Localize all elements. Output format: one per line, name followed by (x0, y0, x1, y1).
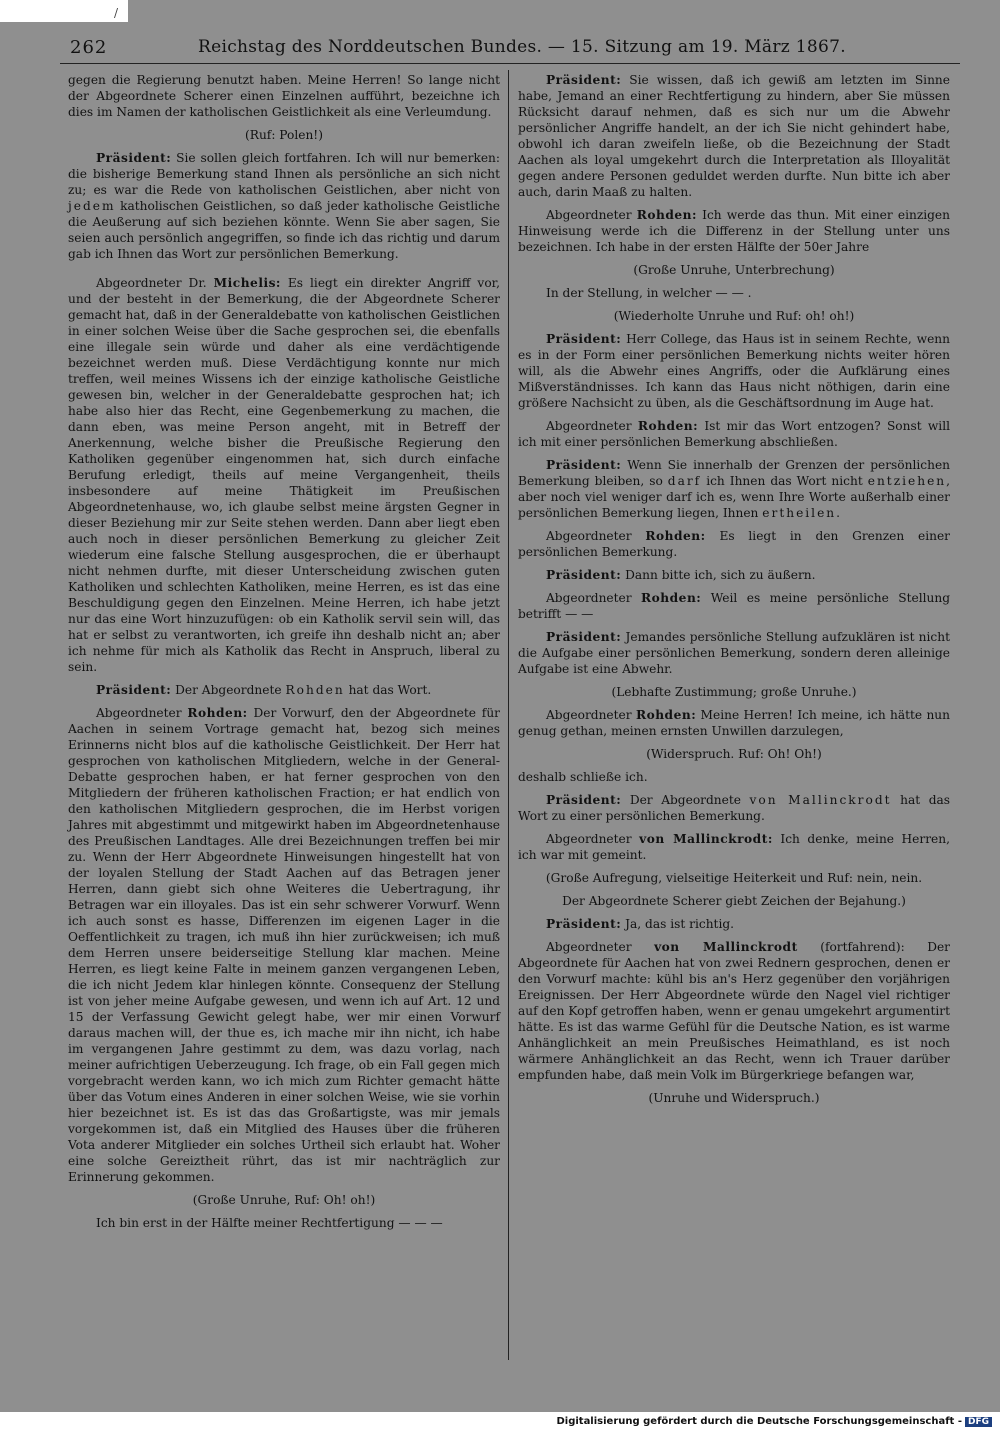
interjection: (Lebhafte Zustimmung; große Unruhe.) (611, 685, 857, 699)
paragraph: Abgeordneter Rohden: Es liegt in den Grenzen einer persönlichen Bemerkung. (518, 529, 950, 559)
speaker-name: von Mallinckrodt: (639, 832, 773, 846)
interjection: (Große Unruhe, Ruf: Oh! oh!) (192, 1193, 376, 1207)
paragraph: gegen die Regierung benutzt haben. Meine Herren! So lange nicht der Abgeordnete Scherer einen Einzelnen aufführt, bezeichne ich dies im Namen der katholischen Geistlichkeit als eine Verleumdung. (68, 73, 500, 119)
interjection: (Große Unruhe, Unterbrechung) (633, 263, 835, 277)
page-number: 262 (70, 37, 108, 58)
paragraph: Präsident: Jemandes persönliche Stellung aufzuklären ist nicht die Aufgabe einer persönlichen Bemerkung, sondern deren alleinige Aufgabe ist eine Abwehr. (518, 630, 950, 676)
paragraph: Ich bin erst in der Hälfte meiner Rechtfertigung — — — (96, 1216, 443, 1230)
speaker-name: von Mallinckrodt (654, 940, 798, 954)
emphasis: Rohden (285, 683, 345, 697)
header-rule (60, 63, 960, 64)
speaker-name: Präsident: (546, 568, 622, 582)
interjection: Der Abgeordnete Scherer giebt Zeichen der Bejahung.) (562, 894, 906, 908)
speaker-name: Rohden: (645, 529, 706, 543)
pencil-mark-icon: / (114, 6, 119, 20)
dfg-logo: DFG (965, 1417, 992, 1427)
paragraph: Präsident: Herr College, das Haus ist in seinem Rechte, wenn es in der Form einer persönlichen Bemerkung nichts weiter hören will, als die Abwehr eines Angriffs, oder die Aufklärung eines Mißverständnisses. Ich kann das Haus nicht nöthigen, darin eine größere Nachsicht zu üben, als die Geschäftsordnung im Auge hat. (518, 332, 950, 410)
paragraph: Präsident: Sie sollen gleich fortfahren. Ich will nur bemerken: die bisherige Bemerkung stand Ihnen als persönliche an sich nicht zu; es war die Rede von katholischen Geistlichen, aber nicht von jedem katholischen Geistlichen, so daß jeder katholische Geistliche die Aeußerung auf sich beziehen könnte. Wenn Sie aber sagen, Sie seien auch persönlich angegriffen, so finde ich das richtig und darum gab ich Ihnen das Wort zur persönlichen Bemerkung. (68, 151, 500, 261)
paragraph: Abgeordneter Rohden: Ich werde das thun. Mit einer einzigen Hinweisung werde ich die Differenz in der Stellung unter uns bezeichnen. Ich habe in der ersten Hälfte der 50er Jahre (518, 208, 950, 254)
credit-text: Digitalisierung gefördert durch die Deutsche Forschungsgemeinschaft - (556, 1416, 962, 1427)
speaker-name: Rohden: (635, 708, 697, 722)
paragraph: In der Stellung, in welcher — — . (546, 286, 752, 300)
paragraph: Abgeordneter von Mallinckrodt: Ich denke, meine Herren, ich war mit gemeint. (518, 832, 950, 862)
paragraph: Abgeordneter Rohden: Meine Herren! Ich meine, ich hätte nun genug gethan, meinen ernsten Unwillen darzulegen, (518, 708, 951, 738)
speaker-name: Rohden: (636, 208, 697, 222)
paragraph: Präsident: Der Abgeordnete Rohden hat das Wort. (96, 683, 432, 697)
page-header (70, 37, 950, 63)
interjection: (Wiederholte Unruhe und Ruf: oh! oh!) (613, 309, 855, 323)
speaker-name: Michelis: (213, 276, 281, 290)
emphasis: von Mallinckrodt (749, 793, 892, 807)
interjection: (Unruhe und Widerspruch.) (648, 1091, 820, 1105)
paragraph: Präsident: Wenn Sie innerhalb der Grenzen der persönlichen Bemerkung bleiben, so darf ich Ihnen das Wort nicht entziehen, aber noch viel weniger darf ich es, wenn Ihre Worte außerhalb einer persönlichen Bemerkung liegen, Ihnen ertheilen. (518, 458, 951, 520)
paragraph: deshalb schließe ich. (518, 770, 648, 784)
speaker-name: Rohden: (187, 706, 248, 720)
emphasis: entziehen (867, 474, 947, 488)
paragraph: Abgeordneter Dr. Michelis: Es liegt ein direkter Angriff vor, und der besteht in der Bemerkung, die der Abgeordnete Scherer gemacht hat, daß in der Generaldebatte von katholischen Geistlichen in einer solchen Weise über die Sache gesprochen sei, die ebenfalls eine illegale sein würde und daher als eine verdächtigende bezeichnet werden muß. Diese Verdächtigung konnte nur mich treffen, weil meines Wissens ich der einzige katholische Geistliche gewesen bin, welcher in der Generaldebatte gesprochen hat; ich habe also hier das Recht, eine Gegenbemerkung zu machen, die dann eben, was meine Person angeht, mit in Betreff der Anerkennung, welche bisher die Preußische Regierung den Katholiken gegenüber eingenommen hat, sich durch einfache Berufung erledigt, theils auf meine Vergangenheit, theils insbesondere auf meine Thätigkeit im Preußischen Abgeordnetenhause, wo, ich glaube selbst meine ärgsten Gegner in dieser Beziehung mir zur Seite stehen werden. Dann aber liegt eben auch noch in dieser persönlichen Bemerkung zu gleicher Zeit wiederum eine falsche Stellung ausgesprochen, die er überhaupt nicht nehmen durfte, mit dieser Unterscheidung zwischen guten Katholiken und schlechten Katholiken, meine Herren, es ist das eine Beschuldigung gegen den Einzelnen. Meine Herren, ich habe jetzt nur das eine Wort hinzuzufügen: ob ein Katholik servil sein will, das hat er selbst zu verantworten, ich greife ihn deshalb nicht an; aber ich nehme für mich als Katholik das Recht in Anspruch, liberal zu sein. (68, 276, 501, 674)
speaker-name: Präsident: (546, 458, 622, 472)
right-column (518, 72, 950, 1113)
running-title: Reichstag des Norddeutschen Bundes. — 15. Sitzung am 19. März 1867. (198, 37, 846, 57)
left-column (68, 72, 500, 1238)
column-divider (508, 70, 509, 1360)
digitization-credit (556, 1416, 992, 1427)
paragraph: Abgeordneter Rohden: Weil es meine persönliche Stellung betrifft — — (518, 591, 951, 621)
speaker-name: Präsident: (96, 683, 172, 697)
interjection: (Große Aufregung, vielseitige Heiterkeit und Ruf: nein, nein. (545, 871, 923, 885)
paragraph: Abgeordneter Rohden: Der Vorwurf, den der Abgeordnete für Aachen in seinem Vortrage gemacht hat, bezog sich meines Erinnerns nicht blos auf die katholische Geistlichkeit. Der Herr hat gesprochen von katholischen Mitgliedern, welche in der General-Debatte gesprochen haben, er hat ferner gesprochen von den Mitgliedern der früheren katholischen Fraction; er hat endlich von den katholischen Mitgliedern gesprochen, die im Herbst vorigen Jahres mit abgestimmt und mitgewirkt haben im Abgeordnetenhause des Preußischen Landtages. Alle drei Bezeichnungen treffen bei mir zu. Wenn der Herr Abgeordnete Hinweisungen hingestellt hat von der loyalen Stellung der Stadt Aachen auf das Betragen jener Herren, dann giebt sich ohne Weiteres die Uebertragung, ihr Betragen war ein illoyales. Das ist ein sehr schwerer Vorwurf. Wenn ich auch sonst es hasse, Differenzen im eigenen Lager in die Oeffentlichkeit zu tragen, ich muß ihn hier zurückweisen; ich muß dem Herren unsere beiderseitige Stellung klar machen. Meine Herren, es liegt keine Falte in meinem ganzen vergangenen Leben, die ich nicht Jedem klar hinlegen könnte. Consequenz der Stellung ist von jeher meine Aufgabe gewesen, und wenn ich auf Art. 12 und 15 der Verfassung Gewicht gelegt habe, wer mir einen Vorwurf daraus machen will, der thue es, ich mache mir ihn nicht, ich habe im vergangenen Jahre gestimmt zu dem, was dazu vorlag, nach meiner aufrichtigen Ueberzeugung. Ich frage, ob ein Fall gegen mich vorgebracht werden kann, wo ich mich zum Richter gemacht hätte über das Votum eines Anderen in einer solchen Weise, wie sie vorhin hier bezeichnet ist. Es ist das das Großartigste, was mir jemals vorgekommen ist, daß ein Mitglied des Hauses über die früheren Vota anderer Mitglieder ein solches Urtheil sich erlaubt hat. Woher eine solche Gereiztheit rührt, das ist mir nachträglich zur Erinnerung gekommen. (68, 706, 500, 1184)
speaker-name: Rohden: (637, 419, 699, 433)
scan-edge-mark (0, 0, 128, 22)
paragraph: Abgeordneter Rohden: Ist mir das Wort entzogen? Sonst will ich mit einer persönlichen Bemerkung abschließen. (518, 419, 950, 449)
speaker-name: Rohden: (641, 591, 702, 605)
emphasis: ertheilen (762, 506, 837, 520)
speaker-name: Präsident: (546, 332, 622, 346)
paragraph: Präsident: Ja, das ist richtig. (546, 917, 735, 931)
speaker-name: Präsident: (546, 630, 622, 644)
speaker-name: Präsident: (96, 151, 172, 165)
interjection: (Widerspruch. Ruf: Oh! Oh!) (646, 747, 822, 761)
speaker-name: Präsident: (546, 793, 622, 807)
paragraph: Abgeordneter von Mallinckrodt (fortfahrend): Der Abgeordnete für Aachen hat von zwei Rednern gesprochen, denen er den Vorwurf machte: kühl bis an's Herz gegenüber den vorjährigen Ereignissen. Der Herr Abgeordnete würde den Nagel viel richtiger auf den Kopf getroffen haben, wenn er genau umgekehrt argumentirt hätte. Es ist das warme Gefühl für die Deutsche Nation, es ist warme Anhänglichkeit an mein Preußisches Heimathland, es ist noch wärmere Anhänglichkeit an das Recht, wenn ich Trauer darüber empfunden habe, daß mein Volk im Bürgerkriege befangen war, (518, 940, 950, 1082)
emphasis: jedem (68, 199, 116, 213)
speaker-name: Präsident: (546, 917, 622, 931)
interjection: (Ruf: Polen!) (245, 128, 323, 142)
paragraph: Präsident: Dann bitte ich, sich zu äußern. (546, 568, 816, 582)
paragraph: Präsident: Der Abgeordnete von Mallinckrodt hat das Wort zu einer persönlichen Bemerkung. (518, 793, 951, 823)
speaker-name: Präsident: (546, 73, 622, 87)
emphasis: darf (667, 474, 702, 488)
paragraph: Präsident: Sie wissen, daß ich gewiß am letzten im Sinne habe, Jemand an einer Rechtfertigung zu hindern, aber Sie müssen Rücksicht darauf nehmen, daß es sich nur um die Abwehr persönlicher Angriffe handelt, an der ich Sie nicht gehindert habe, obwohl ich daran zweifeln ließe, ob die Bezeichnung der Stadt Aachen als loyal umgekehrt durch die Interpretation als Illoyalität gegen andere Personen geduldet werden durfte. Nun bitte ich aber auch, darin Maaß zu halten. (518, 73, 950, 199)
